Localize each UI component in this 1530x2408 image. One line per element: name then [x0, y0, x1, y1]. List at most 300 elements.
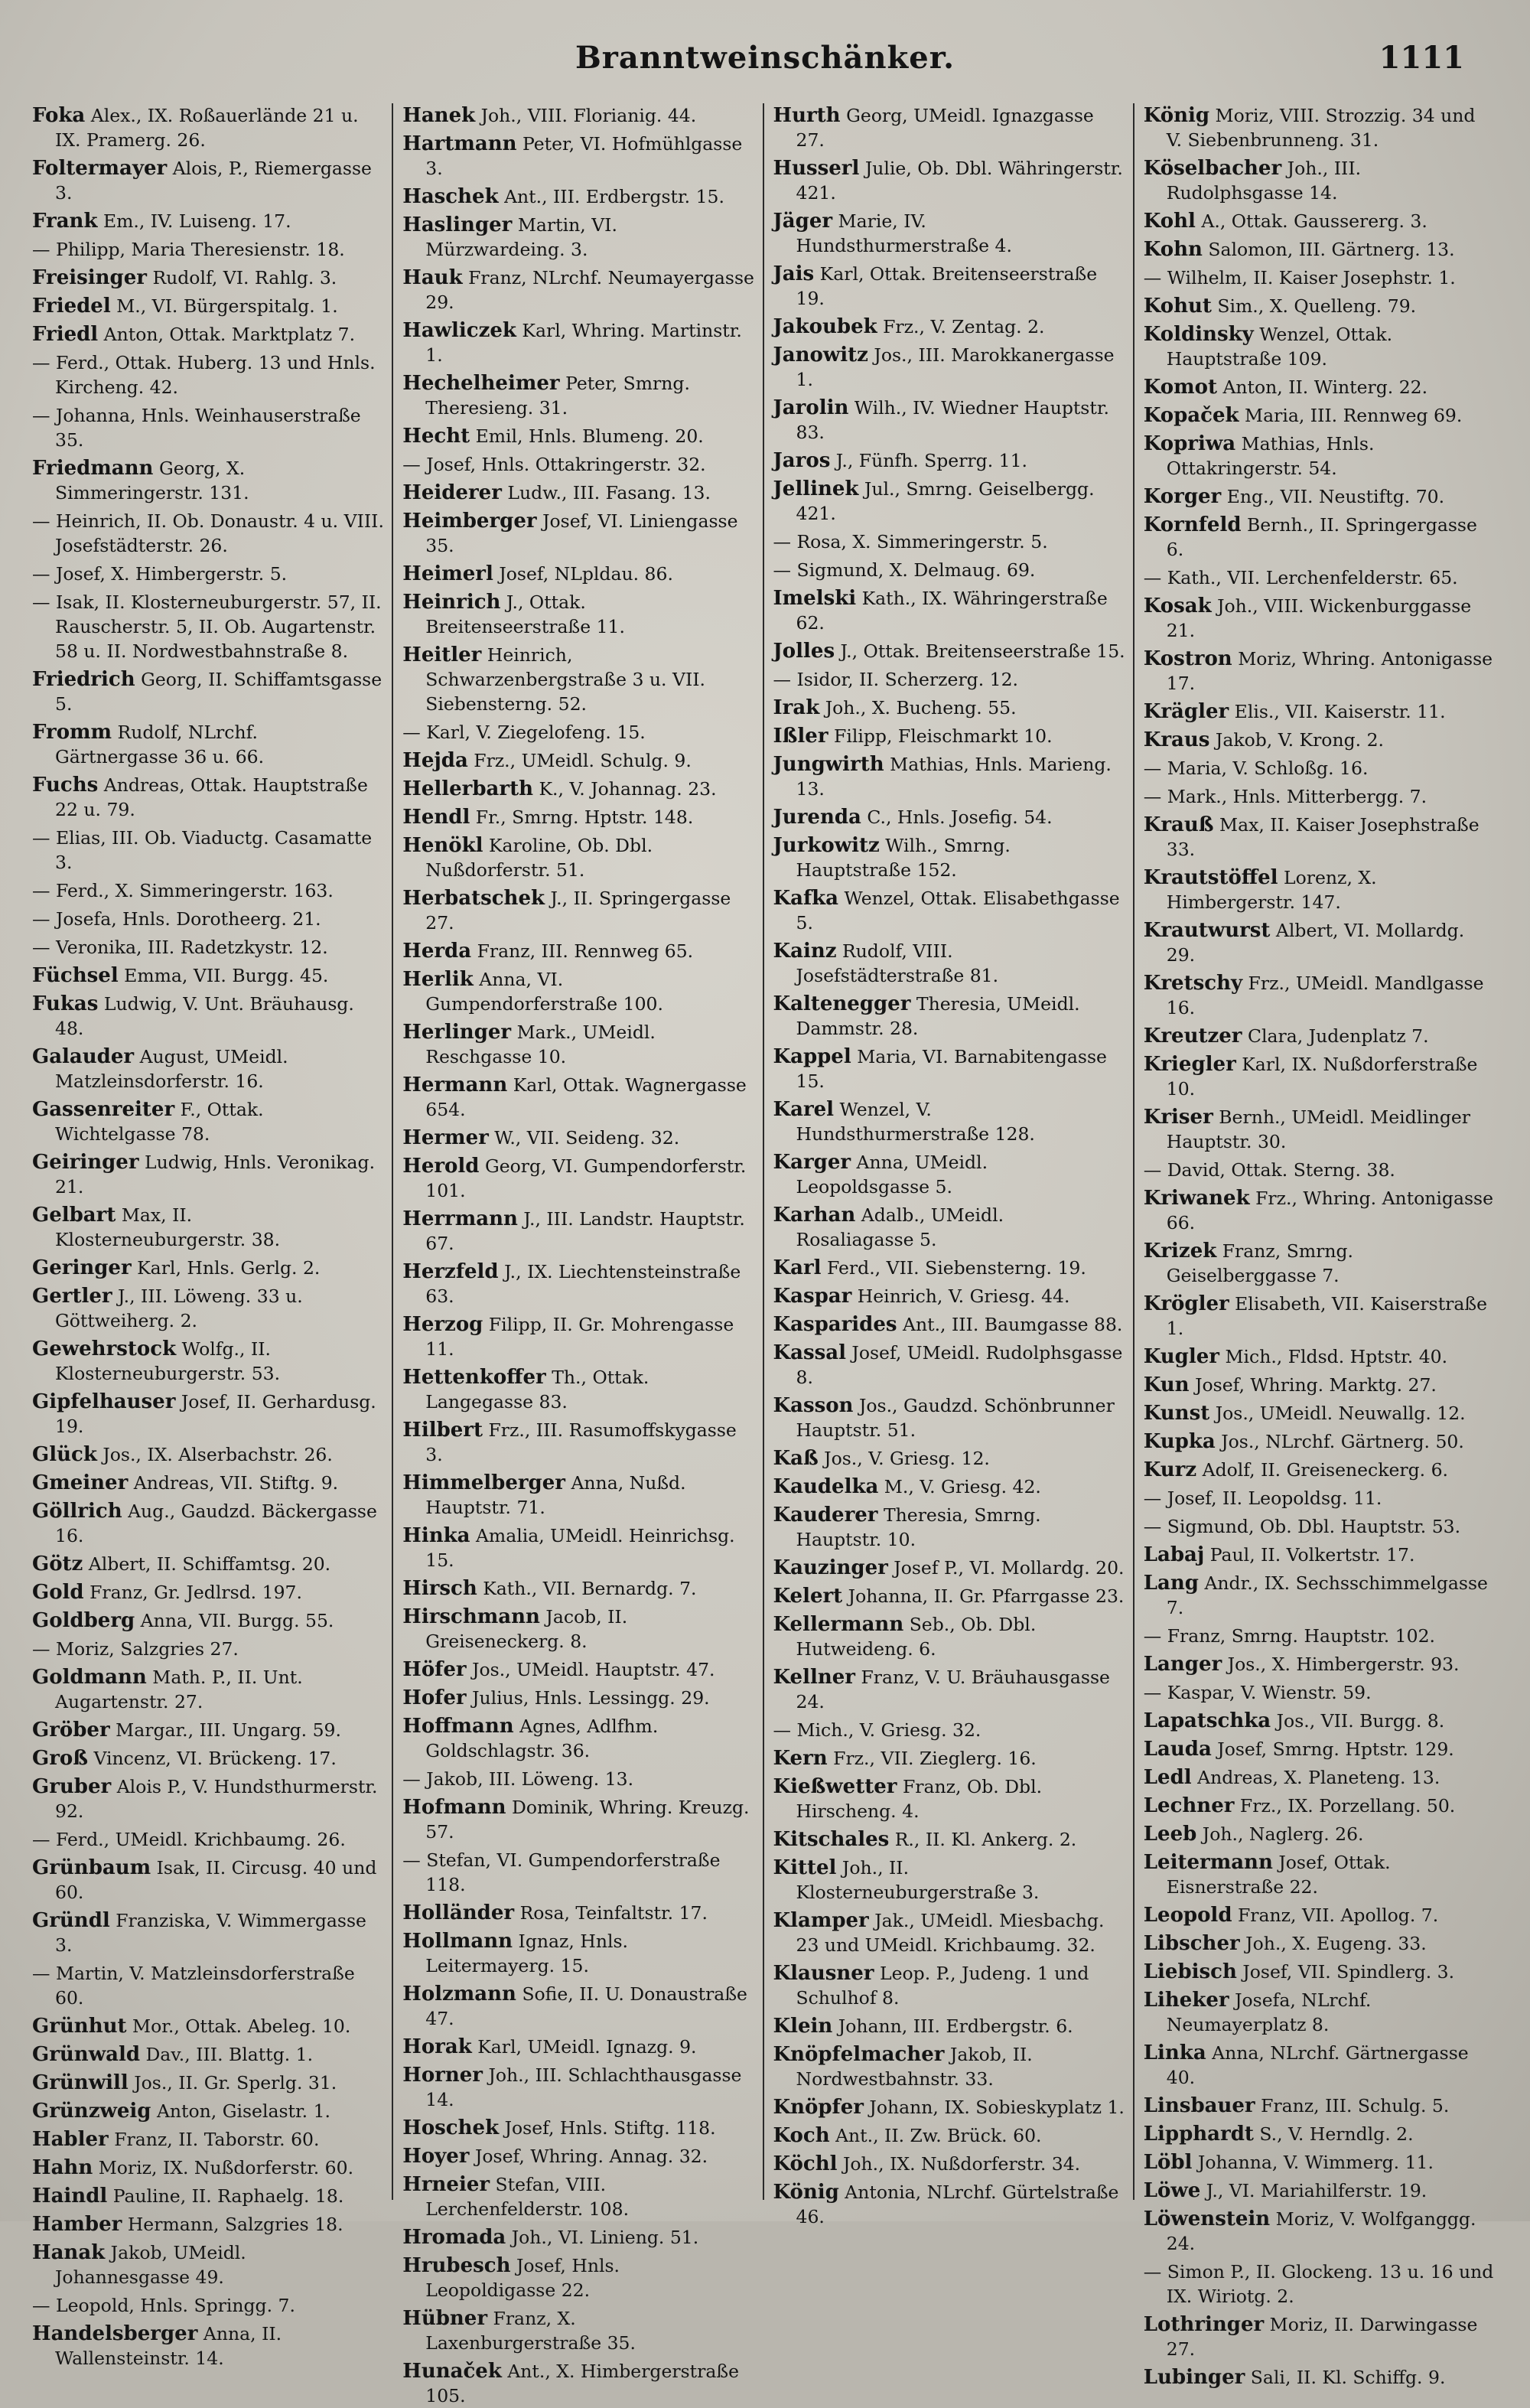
- entry-details: Georg, UMeidl. Ignazgasse 27.: [796, 105, 1094, 151]
- entry-surname: Kellner: [773, 1666, 855, 1689]
- directory-entry: [402, 1795, 754, 1844]
- entry-details: Josefa, NLrchf. Neumayerplatz 8.: [1166, 1989, 1372, 2035]
- directory-entry: [1144, 1850, 1496, 1899]
- directory-entry: [1144, 1024, 1496, 1048]
- entry-details: Jakob, UMeidl. Johannesgasse 49.: [55, 2242, 246, 2288]
- entry-details: — Wilhelm, II. Kaiser Josephstr. 1.: [1143, 267, 1456, 288]
- directory-entry: [773, 103, 1125, 152]
- directory-entry: [1144, 699, 1496, 724]
- entry-surname: Gertler: [32, 1285, 112, 1308]
- entry-surname: Labaj: [1143, 1543, 1205, 1566]
- directory-entry: [773, 1665, 1125, 1714]
- entry-surname: Gipfelhauser: [32, 1390, 176, 1413]
- directory-entry: [402, 833, 754, 882]
- entry-details: Stefan, VIII. Lerchenfelderstr. 108.: [425, 2174, 630, 2220]
- entry-surname: Goldmann: [32, 1666, 147, 1689]
- entry-details: Josef, Whring. Marktg. 27.: [1189, 1374, 1437, 1396]
- directory-entry: [402, 967, 754, 1016]
- directory-entry: [773, 1556, 1125, 1580]
- entry-surname: Gewehrstock: [32, 1338, 177, 1360]
- entry-details: Joh., Naglerg. 26.: [1196, 1823, 1364, 1845]
- directory-entry: [402, 2063, 754, 2112]
- directory-entry: [402, 805, 754, 829]
- entry-surname: Kellermann: [773, 1613, 904, 1636]
- entry-details: Salomon, III. Gärtnerg. 13.: [1202, 239, 1455, 260]
- entry-details: — Rosa, X. Simmeringerstr. 5.: [773, 531, 1048, 552]
- directory-entry: [773, 1961, 1125, 2010]
- entry-details: — Ferd., X. Simmeringerstr. 163.: [32, 880, 334, 901]
- entry-details: Franz, VII. Apollog. 7.: [1232, 1905, 1439, 1926]
- entry-details: Josef, Ottak. Eisnerstraße 22.: [1166, 1852, 1391, 1898]
- entry-surname: Goldberg: [32, 1609, 135, 1632]
- directory-entry: [1144, 1373, 1496, 1397]
- entry-details: Dominik, Whring. Kreuzg. 57.: [425, 1797, 750, 1843]
- entry-details: Sim., X. Quelleng. 79.: [1211, 295, 1417, 317]
- entry-surname: Kopriwa: [1143, 432, 1236, 455]
- directory-entry: [1144, 594, 1496, 643]
- entry-surname: Haindl: [32, 2185, 108, 2208]
- directory-entry: [1144, 1765, 1496, 1790]
- entry-details: Wenzel, Ottak. Hauptstraße 109.: [1166, 324, 1393, 370]
- directory-entry: [402, 1365, 754, 1414]
- entry-surname: Libscher: [1143, 1932, 1240, 1955]
- directory-entry: [32, 720, 384, 769]
- entry-details: — Isidor, II. Scherzerg. 12.: [773, 669, 1019, 690]
- directory-entry: [32, 1044, 384, 1093]
- directory-entry: [32, 2014, 384, 2038]
- entry-details: Kath., IX. Währingerstraße 62.: [796, 588, 1108, 634]
- directory-entry: [32, 562, 384, 586]
- entry-surname: Jurenda: [773, 806, 861, 829]
- entry-details: Anna, II. Wallensteinstr. 14.: [55, 2323, 282, 2369]
- directory-entry: [1144, 375, 1496, 399]
- directory-entry: [402, 2144, 754, 2169]
- entry-details: Frz., Whring. Antonigasse 66.: [1166, 1188, 1494, 1233]
- entry-surname: Herda: [402, 940, 472, 963]
- page-number: 1111: [1379, 40, 1464, 76]
- entry-surname: Krögler: [1143, 1292, 1229, 1315]
- entry-surname: Jäger: [773, 210, 833, 233]
- entry-details: Moriz, IX. Nußdorferstr. 60.: [93, 2157, 354, 2178]
- directory-entry: [1144, 971, 1496, 1020]
- directory-entry: [402, 2225, 754, 2250]
- entry-surname: Herbatschek: [402, 887, 545, 910]
- entry-surname: Freisinger: [32, 266, 147, 289]
- directory-entry: [1144, 1988, 1496, 2037]
- entry-details: Jakob, II. Nordwestbahnstr. 33.: [796, 2044, 1033, 2090]
- directory-entry: [402, 643, 754, 716]
- entry-details: Frz., VII. Zieglerg. 16.: [827, 1748, 1037, 1769]
- entry-surname: Jungwirth: [773, 753, 884, 776]
- entry-details: — Sigmund, X. Delmaug. 69.: [773, 559, 1036, 581]
- directory-entry: [1144, 2365, 1496, 2390]
- entry-details: Rudolf, NLrchf. Gärtnergasse 36 u. 66.: [55, 722, 265, 767]
- directory-entry: [32, 1608, 384, 1633]
- entry-surname: Karl: [773, 1256, 822, 1279]
- entry-surname: Knöpfer: [773, 2096, 864, 2119]
- entry-surname: Kaudelka: [773, 1475, 879, 1498]
- entry-surname: Kohl: [1143, 210, 1196, 233]
- entry-surname: Fromm: [32, 721, 112, 744]
- directory-entry: [402, 1901, 754, 1925]
- entry-surname: Kaltenegger: [773, 992, 911, 1015]
- entry-details: Joh., II. Klosterneuburgerstraße 3.: [796, 1857, 1040, 1903]
- entry-surname: Kasparides: [773, 1313, 897, 1336]
- directory-entry: [773, 314, 1125, 339]
- entry-details: Sali, II. Kl. Schiffg. 9.: [1245, 2367, 1446, 2388]
- directory-entry: [1144, 813, 1496, 862]
- entry-surname: Hurth: [773, 104, 841, 127]
- entry-details: Pauline, II. Raphaelg. 18.: [107, 2185, 344, 2207]
- entry-details: Karl, IX. Nußdorferstraße 10.: [1166, 1054, 1478, 1100]
- entry-details: — Heinrich, II. Ob. Donaustr. 4 u. VIII. Josefstädterstr. 26.: [32, 510, 384, 556]
- entry-surname: Hahn: [32, 2156, 93, 2179]
- entry-details: — Jakob, III. Löweng. 13.: [402, 1768, 634, 1790]
- entry-surname: Hirsch: [402, 1577, 477, 1600]
- entry-surname: Kießwetter: [773, 1775, 897, 1798]
- directory-entry: [1144, 865, 1496, 914]
- entry-surname: Hübner: [402, 2307, 488, 2330]
- entry-details: Andreas, Ottak. Hauptstraße 22 u. 79.: [55, 774, 368, 820]
- entry-surname: Kupka: [1143, 1430, 1216, 1453]
- entry-details: Seb., Ob. Dbl. Hutweideng. 6.: [796, 1614, 1037, 1660]
- entry-details: Maria, III. Rennweg 69.: [1239, 405, 1463, 426]
- entry-details: Frz., UMeidl. Mandlgasse 16.: [1166, 973, 1484, 1018]
- entry-details: J., III. Landstr. Hauptstr. 67.: [425, 1208, 745, 1254]
- entry-surname: Hirschmann: [402, 1605, 540, 1628]
- entry-surname: Hettenkoffer: [402, 1366, 546, 1389]
- entry-details: J., VI. Mariahilferstr. 19.: [1200, 2180, 1427, 2201]
- directory-entry: [32, 1827, 384, 1852]
- directory-entry: [32, 1552, 384, 1576]
- entry-details: Anna, VI. Gumpendorferstraße 100.: [425, 969, 663, 1015]
- directory-column: [764, 103, 1134, 2227]
- directory-entry: [32, 2155, 384, 2180]
- directory-entry: [32, 1256, 384, 1280]
- entry-surname: Karhan: [773, 1204, 856, 1227]
- directory-entry: [1144, 2122, 1496, 2146]
- page-title: Branntweinschänker.: [575, 40, 955, 76]
- entry-details: Sofie, II. U. Donaustraße 47.: [425, 1983, 747, 2029]
- directory-entry: [1144, 484, 1496, 509]
- entry-details: Jos., Gaudzd. Schönbrunner Hauptstr. 51.: [796, 1395, 1115, 1441]
- entry-surname: Kauzinger: [773, 1556, 888, 1579]
- directory-entry: [1144, 2178, 1496, 2203]
- entry-details: Josef, NLpldau. 86.: [493, 563, 673, 585]
- entry-details: Julie, Ob. Dbl. Währingerstr. 421.: [796, 158, 1123, 204]
- directory-entry: [402, 318, 754, 367]
- directory-entry: [32, 1150, 384, 1199]
- entry-details: — Franz, Smrng. Hauptstr. 102.: [1143, 1625, 1436, 1647]
- entry-details: Albert, VI. Mollardg. 29.: [1166, 920, 1465, 966]
- entry-details: Heinrich, V. Griesg. 44.: [851, 1285, 1070, 1307]
- directory-entry: [1144, 266, 1496, 290]
- directory-entry: [32, 266, 384, 290]
- directory-entry: [32, 509, 384, 558]
- directory-entry: [32, 156, 384, 205]
- entry-details: — Sigmund, Ob. Dbl. Hauptstr. 53.: [1143, 1516, 1461, 1537]
- directory-entry: [402, 1767, 754, 1791]
- entry-surname: Heiderer: [402, 481, 502, 504]
- entry-surname: Hellerbarth: [402, 777, 533, 800]
- entry-details: Joh., X. Bucheng. 55.: [819, 697, 1017, 718]
- entry-surname: Gründl: [32, 1909, 110, 1932]
- directory-column: [23, 103, 393, 2369]
- directory-entry: [773, 1284, 1125, 1308]
- entry-details: Lorenz, X. Himbergerstr. 147.: [1166, 867, 1377, 913]
- entry-surname: Kraus: [1143, 728, 1210, 751]
- directory-entry: [402, 720, 754, 745]
- entry-details: Franz, NLrchf. Neumayergasse 29.: [425, 267, 754, 313]
- entry-details: — Ferd., UMeidl. Krichbaumg. 26.: [32, 1829, 346, 1850]
- entry-details: Jacob, II. Greiseneckerg. 8.: [425, 1606, 628, 1652]
- entry-details: Alois P., V. Hundsthurmerstr. 92.: [55, 1776, 378, 1822]
- entry-details: Em., IV. Luiseng. 17.: [97, 210, 291, 232]
- entry-surname: Klamper: [773, 1909, 869, 1932]
- entry-surname: Hecht: [402, 425, 470, 448]
- directory-entry: [402, 184, 754, 209]
- entry-surname: Kunst: [1143, 1402, 1210, 1425]
- directory-entry: [402, 481, 754, 505]
- entry-surname: Jaros: [773, 449, 831, 472]
- entry-details: Margar., III. Ungarg. 59.: [109, 1719, 341, 1741]
- entry-surname: Klein: [773, 2015, 833, 2038]
- entry-surname: Karel: [773, 1098, 835, 1121]
- entry-details: — Mark., Hnls. Mitterbergg. 7.: [1143, 786, 1427, 807]
- directory-entry: [773, 1097, 1125, 1146]
- entry-surname: König: [1143, 104, 1210, 127]
- entry-surname: Grünhut: [32, 2015, 127, 2038]
- entry-surname: Imelski: [773, 587, 857, 610]
- entry-details: Ant., III. Baumgasse 88.: [897, 1314, 1123, 1335]
- directory-entry: [32, 667, 384, 716]
- entry-surname: Husserl: [773, 157, 860, 180]
- directory-entry: [402, 132, 754, 181]
- entry-details: Joh., VIII. Florianig. 44.: [475, 105, 697, 126]
- entry-surname: Lapatschka: [1143, 1709, 1271, 1732]
- entry-surname: Foka: [32, 104, 86, 127]
- entry-details: Filipp, II. Gr. Mohrengasse 11.: [425, 1314, 734, 1360]
- entry-details: August, UMeidl. Matzleinsdorferstr. 16.: [55, 1046, 288, 1092]
- directory-entry: [402, 590, 754, 639]
- entry-surname: Horak: [402, 2035, 472, 2058]
- entry-details: Adalb., UMeidl. Rosaliagasse 5.: [796, 1204, 1004, 1250]
- entry-surname: Holländer: [402, 1901, 515, 1924]
- entry-surname: Leitermann: [1143, 1851, 1273, 1874]
- entry-details: Mor., Ottak. Abeleg. 10.: [126, 2015, 351, 2037]
- directory-entry: [32, 1337, 384, 1386]
- directory-entry: [1144, 1571, 1496, 1620]
- entry-details: Emil, Hnls. Blumeng. 20.: [470, 425, 704, 447]
- entry-surname: Hermer: [402, 1126, 489, 1149]
- entry-surname: Kaß: [773, 1447, 819, 1470]
- entry-surname: Leopold: [1143, 1904, 1232, 1927]
- directory-entry: [1144, 2207, 1496, 2256]
- entry-surname: Hoschek: [402, 2116, 500, 2139]
- directory-entry: [32, 294, 384, 318]
- entry-surname: Höfer: [402, 1658, 467, 1681]
- entry-surname: Kosak: [1143, 595, 1212, 617]
- entry-surname: Hejda: [402, 749, 468, 772]
- directory-entry: [402, 1605, 754, 1654]
- entry-surname: Kretschy: [1143, 972, 1243, 995]
- entry-surname: Lang: [1143, 1572, 1199, 1595]
- entry-details: Albert, II. Schiffamtsg. 20.: [83, 1553, 331, 1575]
- entry-surname: Herlinger: [402, 1021, 512, 1044]
- entry-surname: Heimberger: [402, 510, 537, 533]
- entry-surname: Kostron: [1143, 647, 1232, 670]
- entry-surname: Krizek: [1143, 1240, 1217, 1263]
- directory-entry: [773, 477, 1125, 526]
- entry-details: — Elias, III. Ob. Viaductg. Casamatte 3.: [32, 827, 373, 873]
- entry-surname: Kun: [1143, 1373, 1190, 1396]
- entry-details: A., Ottak. Gaussererg. 3.: [1195, 210, 1427, 232]
- directory-entry: [773, 1856, 1125, 1905]
- entry-surname: Lothringer: [1143, 2313, 1265, 2336]
- entry-surname: Janowitz: [773, 344, 868, 367]
- directory-entry: [773, 2123, 1125, 2148]
- entry-details: R., II. Kl. Ankerg. 2.: [889, 1829, 1077, 1850]
- entry-details: Jos., X. Himbergerstr. 93.: [1222, 1654, 1460, 1675]
- directory-entry: [1144, 1239, 1496, 1288]
- entry-details: Ludw., III. Fasang. 13.: [501, 482, 711, 503]
- directory-entry: [402, 452, 754, 477]
- entry-surname: Jellinek: [773, 477, 859, 500]
- entry-details: Clara, Judenplatz 7.: [1242, 1025, 1429, 1047]
- directory-entry: [773, 529, 1125, 554]
- directory-entry: [32, 403, 384, 452]
- entry-details: Josef, Hnls. Leopoldigasse 22.: [425, 2255, 620, 2301]
- entry-surname: Herzog: [402, 1313, 483, 1336]
- entry-details: — Simon P., II. Glockeng. 13 u. 16 und IX. Wiriotg. 2.: [1143, 2261, 1494, 2307]
- entry-surname: Kafka: [773, 887, 838, 910]
- entry-surname: Hofer: [402, 1686, 467, 1709]
- entry-details: Rudolf, VIII. Josefstädterstraße 81.: [796, 940, 999, 986]
- entry-details: J., III. Löweng. 33 u. Göttweiherg. 2.: [55, 1285, 303, 1331]
- entry-surname: Linsbauer: [1143, 2094, 1255, 2117]
- directory-entry: [32, 826, 384, 875]
- entry-details: J., Fünfh. Sperrg. 11.: [830, 450, 1028, 471]
- entry-details: — Josef, Hnls. Ottakringerstr. 32.: [402, 454, 706, 475]
- directory-entry: [1144, 1158, 1496, 1182]
- directory-entry: [1144, 1052, 1496, 1101]
- entry-details: Ludwig, Hnls. Veronikag. 21.: [55, 1152, 376, 1197]
- entry-surname: Gelbart: [32, 1204, 116, 1227]
- entry-surname: Kriser: [1143, 1106, 1213, 1129]
- entry-surname: Grünwald: [32, 2043, 140, 2066]
- directory-entry: [32, 2127, 384, 2152]
- directory-entry: [402, 371, 754, 420]
- entry-surname: Irak: [773, 696, 820, 719]
- entry-surname: Hauk: [402, 266, 463, 289]
- entry-details: F., Ottak. Wichtelgasse 78.: [55, 1099, 264, 1145]
- entry-surname: Hunaček: [402, 2360, 502, 2383]
- entry-surname: Gmeiner: [32, 1471, 129, 1494]
- entry-surname: Klausner: [773, 1962, 874, 1985]
- entry-details: Andreas, VII. Stiftg. 9.: [128, 1472, 339, 1494]
- directory-entry: [773, 1612, 1125, 1661]
- entry-details: Franz, Smrng. Geiselberggasse 7.: [1166, 1240, 1353, 1286]
- entry-details: — Kaspar, V. Wienstr. 59.: [1143, 1682, 1372, 1703]
- entry-surname: Hamber: [32, 2213, 122, 2236]
- entry-surname: Jarolin: [773, 396, 849, 419]
- directory-entry: [32, 1203, 384, 1252]
- entry-details: Theresia, UMeidl. Dammstr. 28.: [796, 993, 1080, 1039]
- directory-entry: [773, 1584, 1125, 1608]
- directory-entry: [32, 1471, 384, 1495]
- entry-details: Math. P., II. Unt. Augartenstr. 27.: [55, 1667, 303, 1712]
- entry-details: Moriz, Whring. Antonigasse 17.: [1166, 648, 1493, 694]
- entry-details: Isak, II. Circusg. 40 und 60.: [55, 1857, 377, 1903]
- entry-surname: Geringer: [32, 1256, 132, 1279]
- directory-entry: [773, 1718, 1125, 1742]
- entry-surname: Köchl: [773, 2152, 838, 2175]
- entry-details: Frz., UMeidl. Schulg. 9.: [467, 750, 692, 771]
- entry-details: Josef, VII. Spindlerg. 3.: [1236, 1961, 1455, 1983]
- directory-entry: [1144, 2312, 1496, 2361]
- directory-entry: [402, 2172, 754, 2221]
- directory-entry: [1144, 1709, 1496, 1733]
- entry-details: Bernh., II. Springergasse 6.: [1166, 514, 1477, 560]
- entry-details: Mathias, Hnls. Ottakringerstr. 54.: [1166, 433, 1375, 479]
- entry-surname: Lauda: [1143, 1738, 1212, 1761]
- directory-entry: [32, 1908, 384, 1957]
- entry-details: Jos., NLrchf. Gärtnerg. 50.: [1215, 1431, 1464, 1452]
- directory-entry: [1144, 2094, 1496, 2118]
- entry-surname: Gold: [32, 1581, 84, 1604]
- directory-entry: [773, 1312, 1125, 1337]
- entry-details: Jakob, V. Krong. 2.: [1209, 729, 1384, 751]
- entry-surname: Kopaček: [1143, 404, 1239, 427]
- entry-surname: Herrmann: [402, 1207, 518, 1230]
- entry-details: Marie, IV. Hundsthurmerstraße 4.: [796, 210, 1012, 256]
- entry-surname: Krägler: [1143, 700, 1229, 723]
- entry-details: Elisabeth, VII. Kaiserstraße 1.: [1166, 1293, 1487, 1339]
- entry-details: Wilh., IV. Wiedner Hauptstr. 83.: [796, 397, 1109, 443]
- entry-surname: Kohn: [1143, 238, 1203, 261]
- entry-surname: Hrneier: [402, 2173, 490, 2196]
- entry-details: S., V. Herndlg. 2.: [1253, 2123, 1414, 2145]
- entry-details: Anton, II. Winterg. 22.: [1216, 376, 1428, 398]
- entry-surname: Koldinsky: [1143, 323, 1254, 346]
- entry-surname: Lipphardt: [1143, 2123, 1254, 2146]
- entry-details: Josef, II. Gerhardusg. 19.: [55, 1391, 376, 1437]
- entry-details: Adolf, II. Greiseneckerg. 6.: [1196, 1459, 1448, 1481]
- entry-details: Georg, II. Schiffamtsgasse 5.: [55, 669, 382, 715]
- entry-surname: Ledl: [1143, 1766, 1192, 1789]
- entry-surname: Lechner: [1143, 1794, 1235, 1817]
- entry-surname: Löwe: [1143, 2179, 1201, 2202]
- directory-entry: [773, 1446, 1125, 1471]
- directory-entry: [773, 1044, 1125, 1093]
- entry-surname: Herold: [402, 1155, 480, 1178]
- entry-details: — Philipp, Maria Theresienstr. 18.: [32, 239, 345, 260]
- directory-entry: [773, 752, 1125, 801]
- entry-surname: Korger: [1143, 485, 1222, 508]
- entry-details: Frz., IX. Porzellang. 50.: [1234, 1795, 1456, 1817]
- entry-surname: Kurz: [1143, 1458, 1197, 1481]
- directory-entry: [32, 1856, 384, 1905]
- entry-details: Karl, Ottak. Wagnergasse 654.: [425, 1074, 747, 1120]
- entry-surname: Herzfeld: [402, 1260, 499, 1283]
- entry-details: Johann, III. Erdbergstr. 6.: [832, 2015, 1073, 2037]
- directory-entry: [1144, 1429, 1496, 1454]
- directory-entry: [32, 1961, 384, 2010]
- directory-entry: [773, 1393, 1125, 1442]
- directory-entry: [402, 939, 754, 963]
- directory-entry: [402, 1657, 754, 1682]
- entry-surname: Kornfeld: [1143, 513, 1242, 536]
